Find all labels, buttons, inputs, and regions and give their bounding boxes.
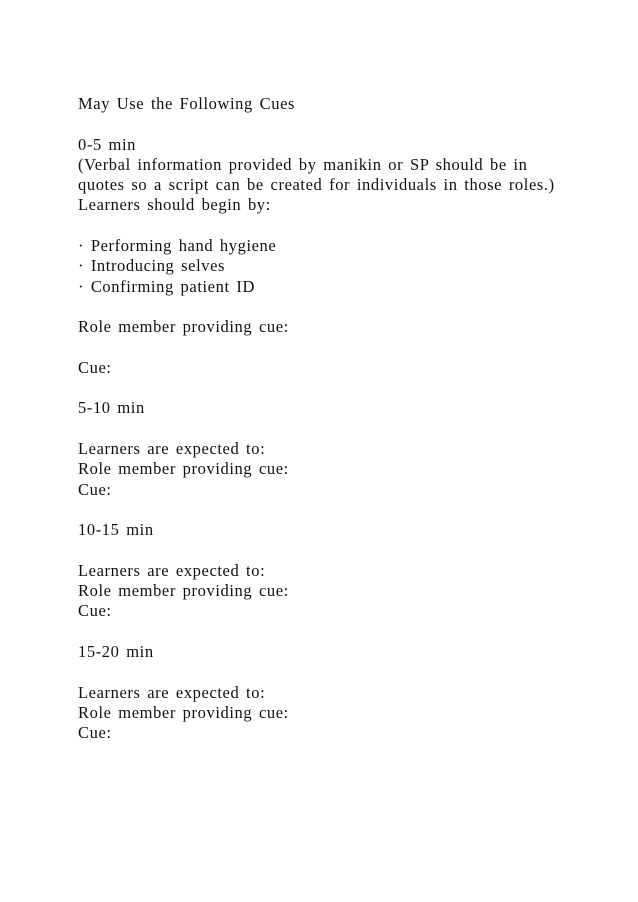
blank-line bbox=[78, 541, 618, 561]
blank-line bbox=[78, 622, 618, 642]
time-segment-5-10: 5-10 min bbox=[78, 398, 145, 418]
time-segment-15-20: 15-20 min bbox=[78, 642, 154, 662]
blank-line bbox=[78, 662, 618, 682]
learners-expected-label: Learners are expected to: bbox=[78, 560, 266, 580]
blank-line bbox=[78, 378, 618, 398]
blank-line bbox=[78, 338, 618, 358]
role-member-label: Role member providing cue: bbox=[78, 581, 289, 601]
time-segment-0-5: 0-5 min bbox=[78, 134, 136, 154]
blank-line bbox=[78, 297, 618, 317]
instruction-text-line-2: quotes so a script can be created for individuals in those roles.) bbox=[78, 175, 555, 195]
list-item-hand-hygiene: · Performing hand hygiene bbox=[78, 236, 277, 256]
time-segment-10-15: 10-15 min bbox=[78, 520, 154, 540]
document-title: May Use the Following Cues bbox=[78, 94, 296, 113]
instruction-text-line-1: (Verbal information provided by manikin or SP should be in bbox=[78, 154, 528, 174]
document-page bbox=[78, 94, 618, 744]
learners-begin-label: Learners should begin by: bbox=[78, 195, 271, 215]
role-member-label: Role member providing cue: bbox=[78, 317, 289, 337]
learners-expected-label: Learners are expected to: bbox=[78, 439, 266, 459]
blank-line bbox=[78, 419, 618, 439]
cue-label: Cue: bbox=[78, 601, 112, 621]
role-member-label: Role member providing cue: bbox=[78, 459, 289, 479]
blank-line bbox=[78, 216, 618, 236]
blank-line bbox=[78, 500, 618, 520]
blank-line bbox=[78, 114, 618, 134]
cue-label: Cue: bbox=[78, 723, 112, 743]
list-item-confirming-id: · Confirming patient ID bbox=[78, 276, 255, 296]
cue-label: Cue: bbox=[78, 479, 112, 499]
cue-label: Cue: bbox=[78, 357, 112, 377]
list-item-introducing-selves: · Introducing selves bbox=[78, 256, 226, 276]
role-member-label: Role member providing cue: bbox=[78, 702, 289, 722]
learners-expected-label: Learners are expected to: bbox=[78, 682, 266, 702]
